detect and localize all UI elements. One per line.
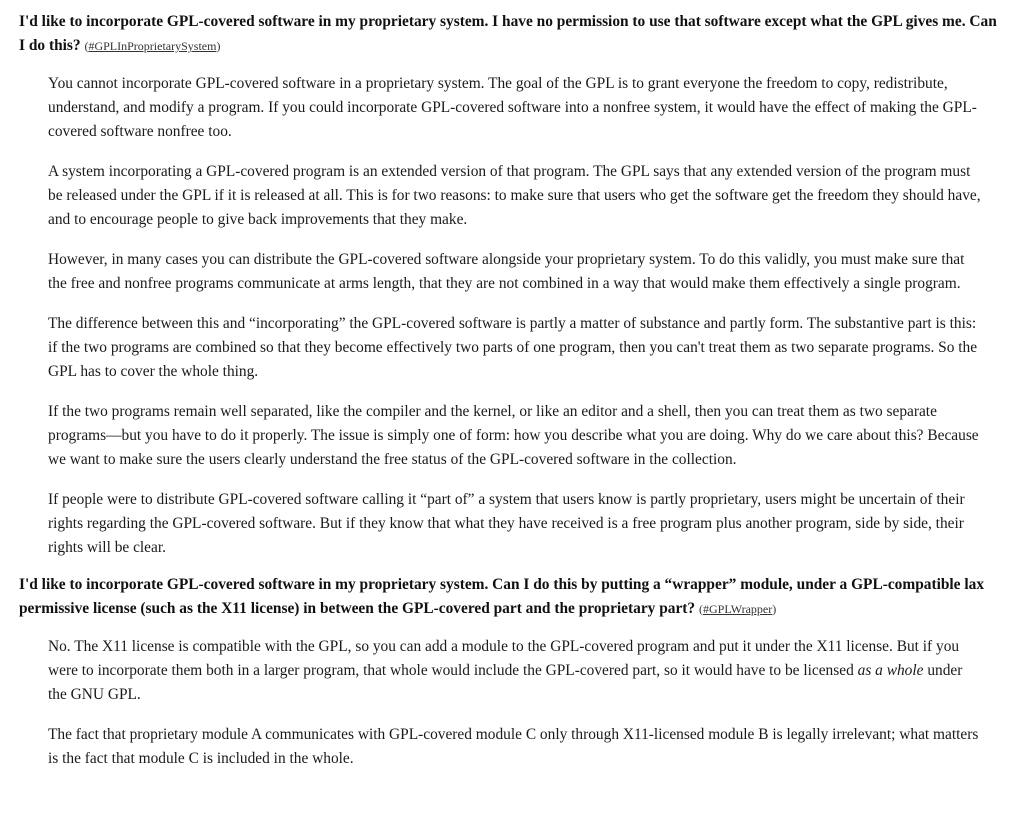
answer-paragraph: A system incorporating a GPL-covered program is an extended version of that program. The GPL says that any extended version of the program must be released under the GPL if it is released at all. This is for two reasons: to make sure that users who get the software get the freedom they should have, and to encourage people to give back improvements that they make. [48, 163, 981, 228]
anchor-link-gpl-wrapper[interactable]: #GPLWrapper [702, 602, 773, 616]
emphasis-text: as a whole [857, 662, 924, 679]
answer [48, 635, 1003, 771]
answer-paragraph: If people were to distribute GPL-covered software calling it “part of” a system that users know is partly proprietary, users might be uncertain of their rights regarding the GPL-covered software. But if they know that what they have received is a free program plus another program, side by side, their rights will be clear. [48, 491, 965, 556]
answer-paragraph: The difference between this and “incorporating” the GPL-covered software is partly a matter of substance and partly form. The substantive part is this: if the two programs are combined so that they become effectively two parts of one program, then you can't treat them as two separate programs. So the GPL has to cover the whole thing. [48, 315, 978, 380]
question-heading [19, 0, 1003, 58]
answer-text: under the GNU GPL. [48, 662, 963, 703]
answer-text: No. The X11 license is compatible with the GPL, so you can add a module to the GPL-covered program and put it under the X11 license. But if you were to incorporate them both in a larger program, that whole would include the GPL-covered part, so it would have to be licensed [48, 638, 960, 679]
anchor-link-wrapper: (#GPLWrapper) [698, 602, 777, 616]
question-text: I'd like to incorporate GPL-covered software in my proprietary system. I have no permission to use that software except what the GPL gives me. Can I do this? [19, 13, 997, 54]
faq-entry-gpl-in-proprietary-system [19, 0, 1003, 560]
answer-paragraph: You cannot incorporate GPL-covered software in a proprietary system. The goal of the GPL is to grant everyone the freedom to copy, redistribute, understand, and modify a program. If you could incorporate GPL-covered software into a nonfree system, it would have the effect of making the GPL-covered software nonfree too. [48, 75, 977, 140]
answer-paragraph: If the two programs remain well separated, like the compiler and the kernel, or like an editor and a shell, then you can treat them as two separate programs—but you have to do it properly. The issue is simply one of form: how you describe what you are doing. Why do we care about this? Because we want to make sure the users clearly understand the free status of the GPL-covered software in the collection. [48, 403, 979, 468]
anchor-link-wrapper: (#GPLInProprietarySystem) [84, 39, 221, 53]
answer-paragraph: The fact that proprietary module A communicates with GPL-covered module C only through X11-licensed module B is legally irrelevant; what matters is the fact that module C is included in the whole. [48, 726, 979, 767]
anchor-link-gpl-in-proprietary-system[interactable]: #GPLInProprietarySystem [88, 39, 217, 53]
answer-paragraph: However, in many cases you can distribute the GPL-covered software alongside your proprietary system. To do this validly, you must make sure that the free and nonfree programs communicate at arms length, that they are not combined in a way that would make them effectively a single program. [48, 251, 965, 292]
question-heading [19, 573, 1003, 621]
question-text: I'd like to incorporate GPL-covered software in my proprietary system. Can I do this by putting a “wrapper” module, under a GPL-compatible lax permissive license (such as the X11 license) in between the GPL-covered part and the proprietary part? [19, 576, 985, 617]
faq-entry-gpl-wrapper [19, 573, 1003, 771]
answer-paragraph [48, 635, 981, 707]
answer [48, 72, 1003, 560]
